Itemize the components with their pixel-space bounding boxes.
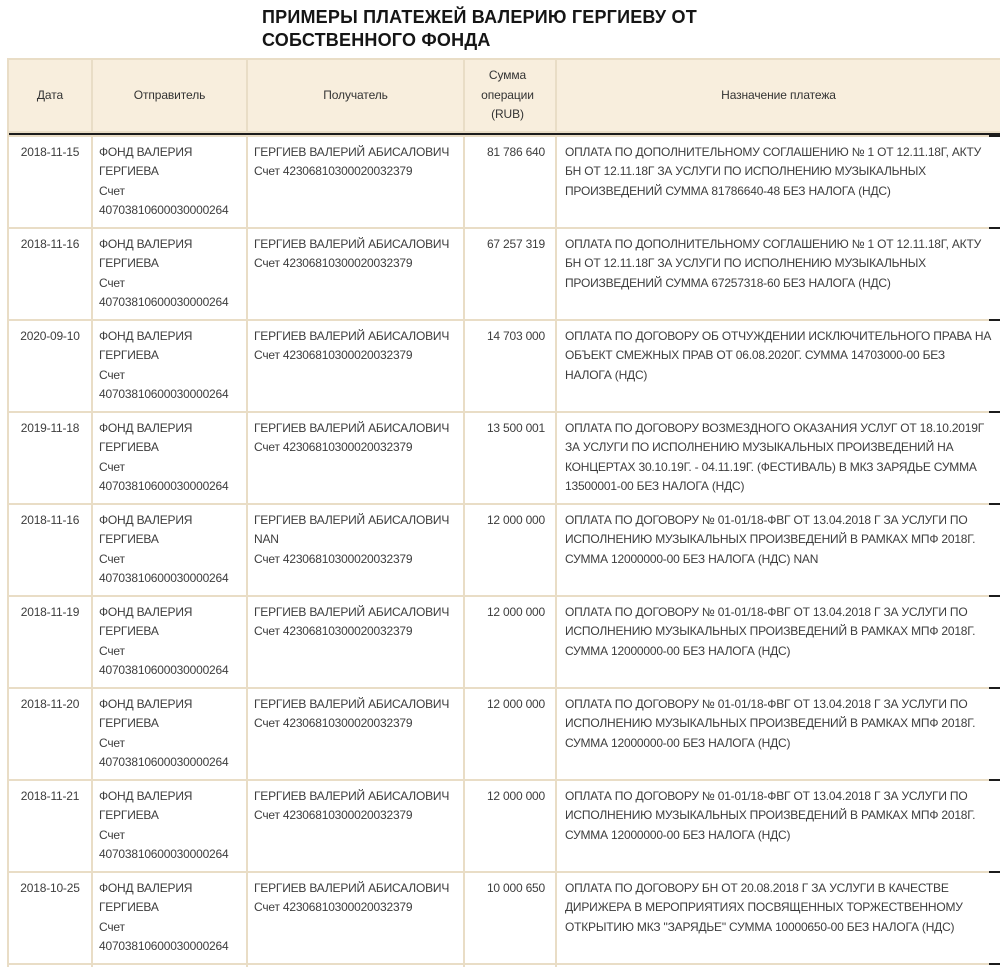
cell-amount: 13 500 001 bbox=[465, 413, 555, 503]
sender-account: Счет 40703810600030000264 bbox=[99, 735, 229, 769]
cell-amount: 12 000 000 bbox=[465, 505, 555, 595]
recipient-name: ГЕРГИЕВ ВАЛЕРИЙ АБИСАЛОВИЧ bbox=[254, 144, 450, 159]
cell-date: 2018-11-16 bbox=[9, 505, 91, 595]
cell-sender bbox=[93, 597, 246, 687]
cell-sender bbox=[93, 321, 246, 411]
cell-purpose: ОПЛАТА ПО ДОГОВОРУ ВОЗМЕЗДНОГО ОКАЗАНИЯ УСЛУГ ОТ 18.10.2019Г ЗА УСЛУГИ ПО ИСПОЛНЕНИЮ МУЗЫКАЛЬНЫХ ПРОИЗВЕДЕНИЙ НА КОНЦЕРТАХ 30.10.19Г. - 04.11.19Г. (ФЕСТИВАЛЬ) В МКЗ ЗАРЯДЬЕ СУММА 13500001-00 БЕЗ НАЛОГА (НДС) bbox=[557, 413, 1000, 503]
cell-sender bbox=[93, 229, 246, 319]
cell-purpose: ОПЛАТА ПО ДОПОЛНИТЕЛЬНОМУ СОГЛАШЕНИЮ № 1 ОТ 12.11.18Г, АКТУ БН ОТ 12.11.18Г ЗА УСЛУГИ ПО ИСПОЛНЕНИЮ МУЗЫКАЛЬНЫХ ПРОИЗВЕДЕНИЙ СУММА 81786640-48 БЕЗ НАЛОГА (НДС) bbox=[557, 137, 1000, 227]
cell-purpose: ОПЛАТА ПО ДОГОВОРУ № 01-01/18-ФВГ ОТ 13.04.2018 Г ЗА УСЛУГИ ПО ИСПОЛНЕНИЮ МУЗЫКАЛЬНЫХ ПРОИЗВЕДЕНИЙ В РАМКАХ МПФ 2018Г. СУММА 12000000-00 БЕЗ НАЛОГА (НДС) bbox=[557, 781, 1000, 871]
sender-account: Счет 40703810600030000264 bbox=[99, 643, 229, 677]
cell-date: 2018-10-25 bbox=[9, 873, 91, 963]
cell-amount: 10 000 650 bbox=[465, 873, 555, 963]
recipient-account: Счет 42306810300020032379 bbox=[254, 808, 413, 822]
recipient-name: ГЕРГИЕВ ВАЛЕРИЙ АБИСАЛОВИЧ NAN bbox=[254, 512, 450, 546]
cell-sender bbox=[93, 413, 246, 503]
cell-amount: 12 000 000 bbox=[465, 689, 555, 779]
table-row bbox=[9, 781, 1000, 871]
table-row bbox=[9, 413, 1000, 503]
cell-date: 2019-11-18 bbox=[9, 413, 91, 503]
sender-name: ФОНД ВАЛЕРИЯ ГЕРГИЕВА bbox=[99, 512, 193, 546]
cell-date: 2020-09-10 bbox=[9, 321, 91, 411]
cell-sender bbox=[93, 137, 246, 227]
cell-purpose: ОПЛАТА ПО ДОГОВОРУ № 01-01/18-ФВГ ОТ 13.04.2018 Г ЗА УСЛУГИ ПО ИСПОЛНЕНИЮ МУЗЫКАЛЬНЫХ ПРОИЗВЕДЕНИЙ В РАМКАХ МПФ 2018Г. СУММА 12000000-00 БЕЗ НАЛОГА (НДС) bbox=[557, 597, 1000, 687]
recipient-name: ГЕРГИЕВ ВАЛЕРИЙ АБИСАЛОВИЧ bbox=[254, 604, 450, 619]
cell-sender bbox=[93, 873, 246, 963]
recipient-account: Счет 42306810300020032379 bbox=[254, 716, 413, 730]
cell-purpose: ОПЛАТА ПО ДОГОВОРУ № 01-01/18-ФВГ ОТ 13.04.2018 Г ЗА УСЛУГИ ПО ИСПОЛНЕНИЮ МУЗЫКАЛЬНЫХ ПРОИЗВЕДЕНИЙ В РАМКАХ МПФ 2018Г. СУММА 12000000-00 БЕЗ НАЛОГА (НДС) NAN bbox=[557, 505, 1000, 595]
recipient-name: ГЕРГИЕВ ВАЛЕРИЙ АБИСАЛОВИЧ bbox=[254, 236, 450, 251]
header-underline bbox=[9, 133, 1000, 135]
recipient-name: ГЕРГИЕВ ВАЛЕРИЙ АБИСАЛОВИЧ bbox=[254, 788, 450, 803]
recipient-account: Счет 42306810300020032379 bbox=[254, 348, 413, 362]
table-row bbox=[9, 505, 1000, 595]
cell-date: 2018-11-16 bbox=[9, 229, 91, 319]
table-row bbox=[9, 321, 1000, 411]
sender-name: ФОНД ВАЛЕРИЯ ГЕРГИЕВА bbox=[99, 880, 193, 914]
cell-date: 2018-11-15 bbox=[9, 137, 91, 227]
recipient-account: Счет 42306810300020032379 bbox=[254, 164, 413, 178]
table-body bbox=[9, 137, 1000, 963]
sender-name: ФОНД ВАЛЕРИЯ ГЕРГИЕВА bbox=[99, 420, 193, 454]
cell-amount: 12 000 000 bbox=[465, 781, 555, 871]
recipient-name: ГЕРГИЕВ ВАЛЕРИЙ АБИСАЛОВИЧ bbox=[254, 328, 450, 343]
sender-name: ФОНД ВАЛЕРИЯ ГЕРГИЕВА bbox=[99, 696, 193, 730]
cell-recipient bbox=[248, 229, 463, 319]
column-header-recipient: Получатель bbox=[248, 60, 463, 131]
cell-sender bbox=[93, 781, 246, 871]
table-row bbox=[9, 597, 1000, 687]
page-title: ПРИМЕРЫ ПЛАТЕЖЕЙ ВАЛЕРИЮ ГЕРГИЕВУ ОТ СОБСТВЕННОГО ФОНДА bbox=[262, 7, 697, 50]
cell-date: 2018-11-21 bbox=[9, 781, 91, 871]
cell-recipient bbox=[248, 597, 463, 687]
sender-name: ФОНД ВАЛЕРИЯ ГЕРГИЕВА bbox=[99, 236, 193, 270]
sender-account: Счет 40703810600030000264 bbox=[99, 367, 229, 401]
sender-name: ФОНД ВАЛЕРИЯ ГЕРГИЕВА bbox=[99, 604, 193, 638]
cell-date: 2018-11-19 bbox=[9, 597, 91, 687]
cell-purpose: ОПЛАТА ПО ДОПОЛНИТЕЛЬНОМУ СОГЛАШЕНИЮ № 1 ОТ 12.11.18Г, АКТУ БН ОТ 12.11.18Г ЗА УСЛУГИ ПО ИСПОЛНЕНИЮ МУЗЫКАЛЬНЫХ ПРОИЗВЕДЕНИЙ СУММА 67257318-60 БЕЗ НАЛОГА (НДС) bbox=[557, 229, 1000, 319]
column-header-amount: Сумма операции (RUB) bbox=[465, 60, 555, 131]
sender-name: ФОНД ВАЛЕРИЯ ГЕРГИЕВА bbox=[99, 144, 193, 178]
sender-name: ФОНД ВАЛЕРИЯ ГЕРГИЕВА bbox=[99, 788, 193, 822]
cell-amount: 14 703 000 bbox=[465, 321, 555, 411]
sender-account: Счет 40703810600030000264 bbox=[99, 827, 229, 861]
sender-account: Счет 40703810600030000264 bbox=[99, 919, 229, 953]
table-header-row bbox=[9, 60, 1000, 131]
cell-purpose: ОПЛАТА ПО ДОГОВОРУ № 01-01/18-ФВГ ОТ 13.04.2018 Г ЗА УСЛУГИ ПО ИСПОЛНЕНИЮ МУЗЫКАЛЬНЫХ ПРОИЗВЕДЕНИЙ В РАМКАХ МПФ 2018Г. СУММА 12000000-00 БЕЗ НАЛОГА (НДС) bbox=[557, 689, 1000, 779]
cell-amount: 67 257 319 bbox=[465, 229, 555, 319]
cell-recipient bbox=[248, 137, 463, 227]
cell-purpose: ОПЛАТА ПО ДОГОВОРУ ОБ ОТЧУЖДЕНИИ ИСКЛЮЧИТЕЛЬНОГО ПРАВА НА ОБЪЕКТ СМЕЖНЫХ ПРАВ ОТ 06.08.2020Г. СУММА 14703000-00 БЕЗ НАЛОГА (НДС) bbox=[557, 321, 1000, 411]
cell-amount: 81 786 640 bbox=[465, 137, 555, 227]
sender-name: ФОНД ВАЛЕРИЯ ГЕРГИЕВА bbox=[99, 328, 193, 362]
cell-sender bbox=[93, 689, 246, 779]
sender-account: Счет 40703810600030000264 bbox=[99, 459, 229, 493]
cell-amount: 12 000 000 bbox=[465, 597, 555, 687]
column-header-purpose: Назначение платежа bbox=[557, 60, 1000, 131]
cell-recipient bbox=[248, 781, 463, 871]
recipient-name: ГЕРГИЕВ ВАЛЕРИЙ АБИСАЛОВИЧ bbox=[254, 880, 450, 895]
sender-account: Счет 40703810600030000264 bbox=[99, 551, 229, 585]
recipient-account: Счет 42306810300020032379 bbox=[254, 551, 413, 566]
payments-table bbox=[7, 58, 1000, 967]
recipient-name: ГЕРГИЕВ ВАЛЕРИЙ АБИСАЛОВИЧ bbox=[254, 420, 450, 435]
sender-account: Счет 40703810600030000264 bbox=[99, 275, 229, 309]
recipient-account: Счет 42306810300020032379 bbox=[254, 900, 413, 914]
recipient-account: Счет 42306810300020032379 bbox=[254, 256, 413, 270]
cell-recipient bbox=[248, 505, 463, 595]
table-row bbox=[9, 137, 1000, 227]
table-row bbox=[9, 229, 1000, 319]
recipient-account: Счет 42306810300020032379 bbox=[254, 624, 413, 638]
cell-recipient bbox=[248, 413, 463, 503]
sender-account: Счет 40703810600030000264 bbox=[99, 183, 229, 217]
recipient-name: ГЕРГИЕВ ВАЛЕРИЙ АБИСАЛОВИЧ bbox=[254, 696, 450, 711]
cell-sender bbox=[93, 505, 246, 595]
table-row bbox=[9, 873, 1000, 963]
cell-recipient bbox=[248, 873, 463, 963]
table-row bbox=[9, 689, 1000, 779]
cell-purpose: ОПЛАТА ПО ДОГОВОРУ БН ОТ 20.08.2018 Г ЗА УСЛУГИ В КАЧЕСТВЕ ДИРИЖЕРА В МЕРОПРИЯТИЯХ ПОСВЯЩЕННЫХ ТОРЖЕСТВЕННОМУ ОТКРЫТИЮ МКЗ "ЗАРЯДЬЕ" СУММА 10000650-00 БЕЗ НАЛОГА (НДС) bbox=[557, 873, 1000, 963]
recipient-account: Счет 42306810300020032379 bbox=[254, 440, 413, 454]
column-header-date: Дата bbox=[9, 60, 91, 131]
cell-recipient bbox=[248, 689, 463, 779]
column-header-sender: Отправитель bbox=[93, 60, 246, 131]
cell-recipient bbox=[248, 321, 463, 411]
cell-date: 2018-11-20 bbox=[9, 689, 91, 779]
